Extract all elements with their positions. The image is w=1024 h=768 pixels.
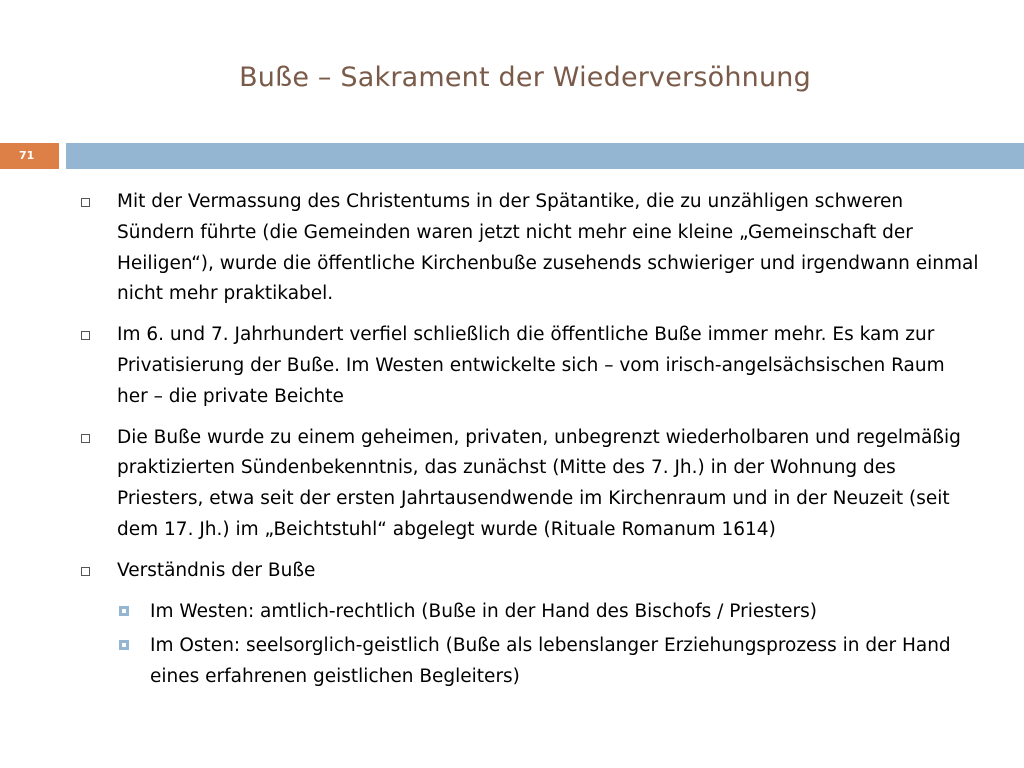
hollow-square-bullet-icon xyxy=(81,434,90,443)
bullet-item xyxy=(80,320,980,412)
bullet-text: Im 6. und 7. Jahrhundert verfiel schließlich die öffentliche Buße immer mehr. Es kam zur Privatisierung der Buße. Im Westen entwickelte sich – vom irisch-angelsächsischen Raum her – die private Beichte xyxy=(117,324,945,407)
sub-bullet-item xyxy=(80,597,980,628)
bullet-item xyxy=(80,187,980,310)
hollow-square-bullet-icon xyxy=(81,198,90,207)
sub-bullet-item xyxy=(80,631,980,693)
filled-square-bullet-icon xyxy=(119,606,129,616)
header-bar xyxy=(66,143,1024,169)
bullet-item xyxy=(80,556,980,587)
slide-number-box xyxy=(0,143,59,169)
bullet-list xyxy=(80,187,980,697)
sub-bullet-text: Im Westen: amtlich-rechtlich (Buße in der Hand des Bischofs / Priesters) xyxy=(150,600,817,622)
bullet-text: Verständnis der Buße xyxy=(117,559,316,581)
filled-square-bullet-icon xyxy=(119,640,129,650)
hollow-square-bullet-icon xyxy=(81,331,90,340)
hollow-square-bullet-icon xyxy=(81,567,90,576)
slide-number: 71 xyxy=(19,149,35,162)
bullet-text: Die Buße wurde zu einem geheimen, privaten, unbegrenzt wiederholbaren und regelmäßig praktizierten Sündenbekenntnis, das zunächst (Mitte des 7. Jh.) in der Wohnung des Priesters, etwa seit der ersten Jahrtausendwende im Kirchenraum und in der Neuzeit (seit dem 17. Jh.) im „Beichtstuhl“ abgelegt wurde (Rituale Romanum 1614) xyxy=(117,426,961,540)
sub-bullet-text: Im Osten: seelsorglich-geistlich (Buße als lebenslanger Erziehungsprozess in der Hand eines erfahrenen geistlichen Begleiters) xyxy=(150,635,951,688)
bullet-item xyxy=(80,423,980,546)
bullet-text: Mit der Vermassung des Christentums in der Spätantike, die zu unzähligen schweren Sündern führte (die Gemeinden waren jetzt nicht mehr eine kleine „Gemeinschaft der Heiligen“), wurde die öffentliche Kirchenbuße zusehends schwieriger und irgendwann einmal nicht mehr praktikabel. xyxy=(117,191,979,305)
slide-title: Buße – Sakrament der Wiederversöhnung xyxy=(239,62,811,93)
